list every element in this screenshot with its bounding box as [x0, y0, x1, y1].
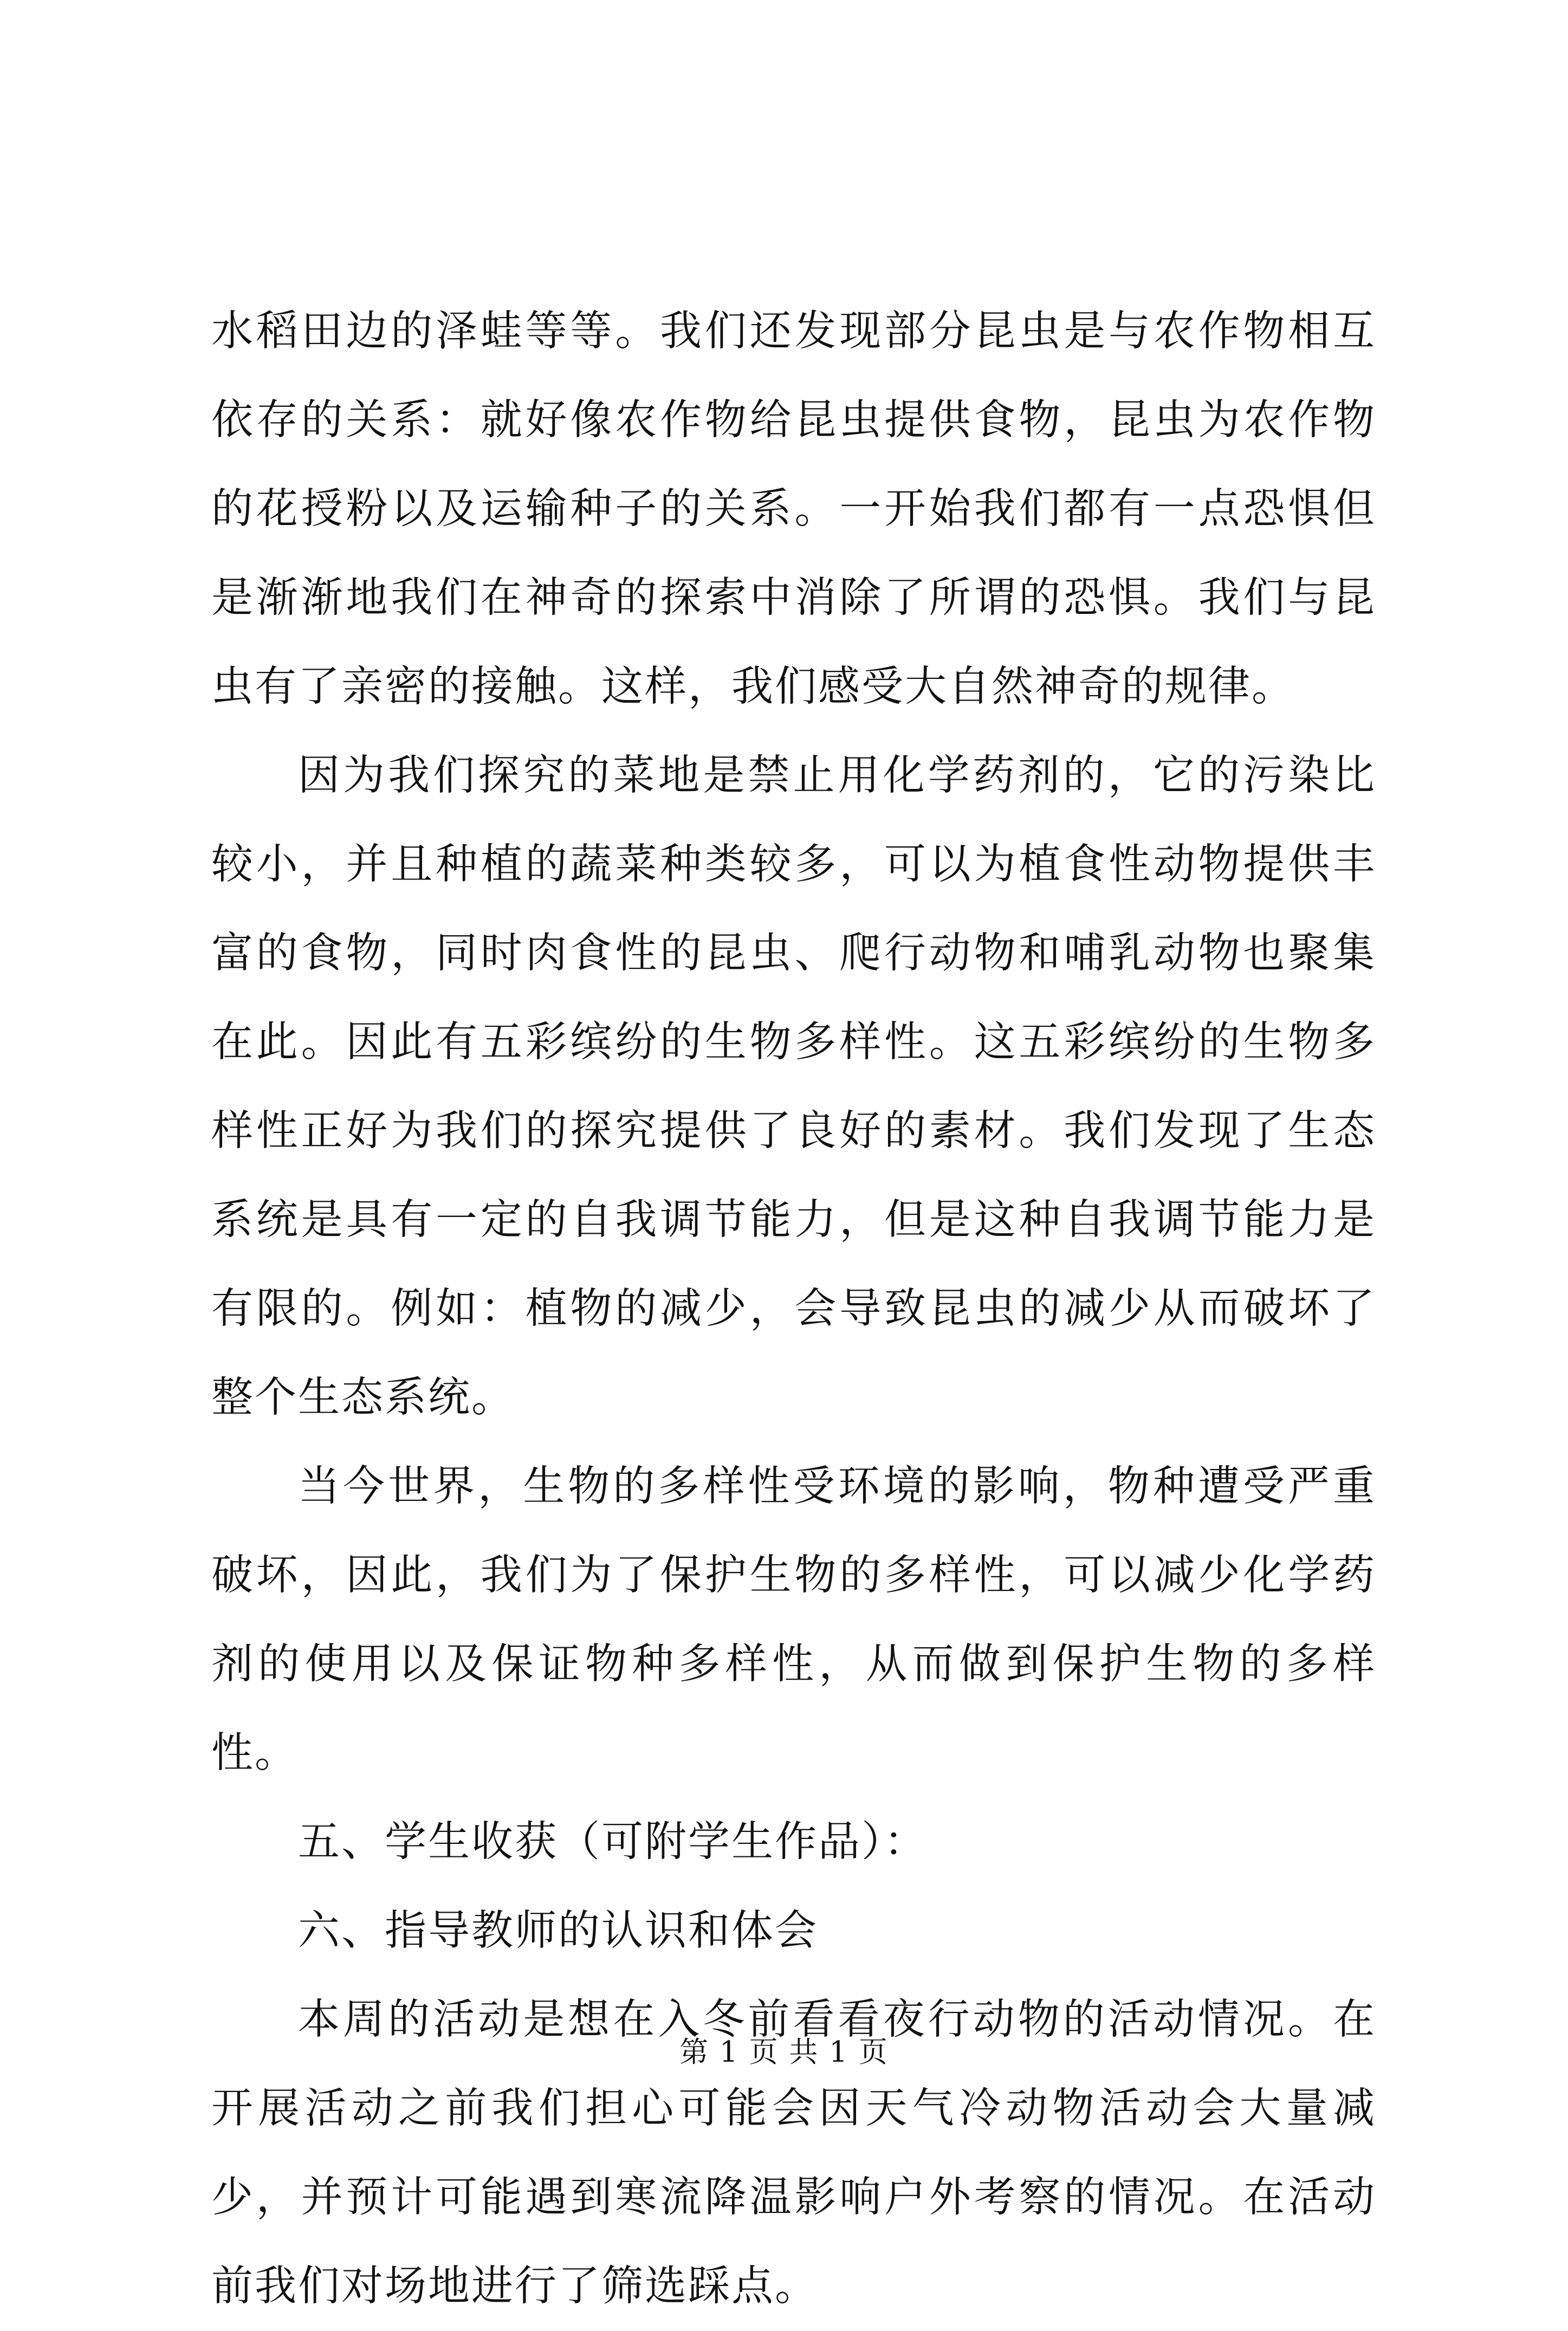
page-number-footer: 第 1 页 共 1 页 — [679, 2036, 889, 2069]
paragraph-weekly-activity: 本周的活动是想在入冬前看看夜行动物的活动情况。在开展活动之前我们担心可能会因天气冷动物活动会大量减少，并预计可能遇到寒流降温影响户外考察的情况。在活动前我们对场地进行了筛选踩点。 — [211, 1996, 1376, 2310]
section-heading-student-gains: 五、学生收获（可附学生作品）： — [298, 1818, 928, 1866]
document-body — [211, 287, 1376, 2331]
paragraph-biodiversity-protection: 当今世界，生物的多样性受环境的影响，物种遭受严重破坏，因此，我们为了保护生物的多样性，可以减少化学药剂的使用以及保证物种多样性，从而做到保护生物的多样性。 — [211, 1462, 1376, 1777]
paragraph-vegetable-field: 因为我们探究的菜地是禁止用化学药剂的，它的污染比较小，并且种植的蔬菜种类较多，可以为植食性动物提供丰富的食物，同时肉食性的昆虫、爬行动物和哺乳动物也聚集在此。因此有五彩缤纷的生物多样性。这五彩缤纷的生物多样性正好为我们的探究提供了良好的素材。我们发现了生态系统是具有一定的自我调节能力，但是这种自我调节能力是有限的。例如：植物的减少，会导致昆虫的减少从而破坏了整个生态系统。 — [211, 752, 1376, 1422]
section-heading-teacher-reflection: 六、指导教师的认识和体会 — [298, 1907, 818, 1955]
paragraph-continuation: 水稻田边的泽蛙等等。我们还发现部分昆虫是与农作物相互依存的关系：就好像农作物给昆虫提供食物，昆虫为农作物的花授粉以及运输种子的关系。一开始我们都有一点恐惧但是渐渐地我们在神奇的探索中消除了所谓的恐惧。我们与昆虫有了亲密的接触。这样，我们感受大自然神奇的规律。 — [211, 307, 1376, 711]
